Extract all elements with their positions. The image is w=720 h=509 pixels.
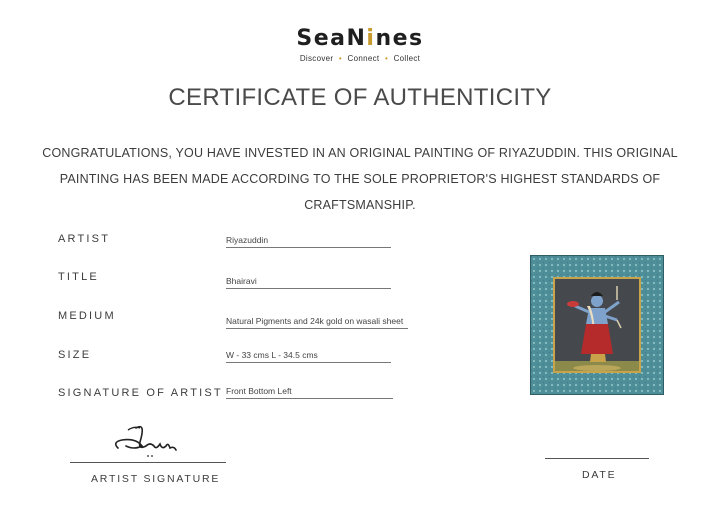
certificate-title: CERTIFICATE OF AUTHENTICITY xyxy=(168,84,552,111)
tagline-word: Collect xyxy=(393,54,421,63)
body-line: PAINTING HAS BEEN MADE ACCORDING TO THE SOLE PROPRIETOR'S HIGHEST STANDARDS OF xyxy=(59,172,661,186)
size-value: W - 33 cms L - 34.5 cms xyxy=(226,350,391,363)
size-label: SIZE xyxy=(58,349,92,361)
brand-logo xyxy=(0,26,720,63)
painting-image xyxy=(531,256,663,394)
artist-value: Riyazuddin xyxy=(226,235,391,248)
title-label: TITLE xyxy=(58,271,99,283)
tagline-separator: • xyxy=(384,54,389,63)
date-line xyxy=(545,458,649,459)
artist-signature-label: ARTIST SIGNATURE xyxy=(91,473,221,485)
title-value: Bhairavi xyxy=(226,276,391,289)
tagline-word: Discover xyxy=(299,54,334,63)
signature-location-value: Front Bottom Left xyxy=(226,386,393,399)
tagline-word: Connect xyxy=(347,54,380,63)
medium-label: MEDIUM xyxy=(58,310,116,322)
body-line: CRAFTSMANSHIP. xyxy=(304,198,416,212)
tagline-separator: • xyxy=(338,54,342,63)
certificate-body xyxy=(40,140,680,218)
signature-location-label: SIGNATURE OF ARTIST xyxy=(58,387,223,399)
artist-signature-scribble xyxy=(110,420,190,460)
brand-wordmark: SeaNines xyxy=(296,26,424,51)
artist-label: ARTIST xyxy=(58,233,111,245)
painting-thumbnail xyxy=(530,255,664,395)
date-label: DATE xyxy=(582,469,617,481)
artist-signature-line xyxy=(70,462,226,463)
body-line: CONGRATULATIONS, YOU HAVE INVESTED IN AN ORIGINAL PAINTING OF RIYAZUDDIN. THIS ORIGINAL xyxy=(42,146,678,160)
medium-value: Natural Pigments and 24k gold on wasali sheet xyxy=(226,316,408,329)
brand-tagline xyxy=(0,54,720,63)
